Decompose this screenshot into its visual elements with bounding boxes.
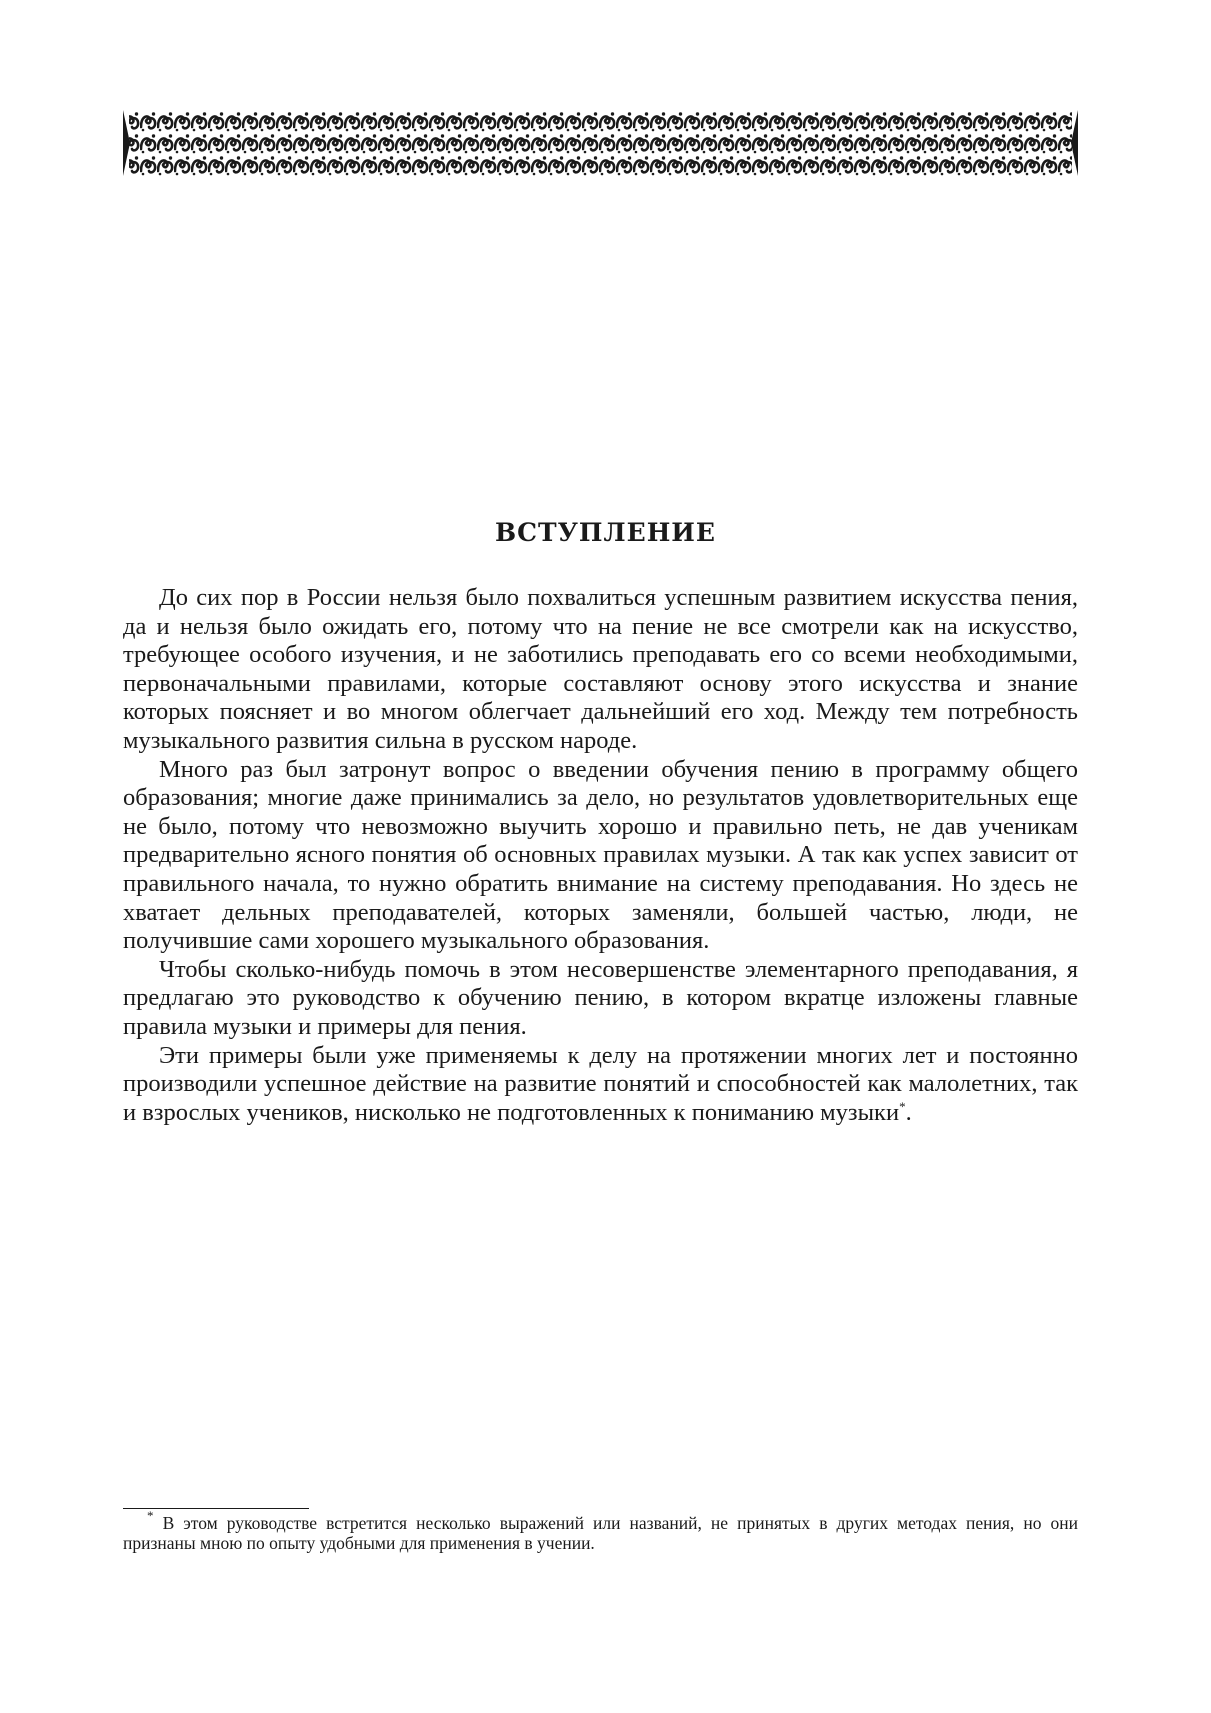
- footnote-marker: *: [147, 1508, 154, 1523]
- footnote-text: В этом руководстве встретится несколько выражений или названий, не принятых в других методах пения, но они признаны мною по опыту удобными для применения в учении.: [123, 1513, 1079, 1553]
- footnote-reference[interactable]: *: [899, 1098, 906, 1114]
- page-title: ВСТУПЛЕНИЕ: [495, 518, 716, 547]
- decorative-ornament-border: [123, 110, 1078, 176]
- paragraph: [123, 1042, 1078, 1128]
- footnote: [123, 1508, 1079, 1553]
- paragraph-text: Чтобы сколько-нибудь помочь в этом несовершенстве элементарного преподавания, я предлагаю это руководство к обучению пению, в котором вкратце изложены главные правила музыки и примеры для пения.: [123, 955, 1078, 1040]
- paragraph-text: Много раз был затронут вопрос о введении обучения пению в программу общего образования; многие даже принимались за дело, но результатов удовлетворительных еще не было, потому что невозможно выучить хорошо и правильно петь, не дав ученикам предварительно ясного понятия об основных правилах музыки. А так как успех зависит от правильного начала, то нужно обратить внимание на систему преподавания. Но здесь не хватает дельных преподавателей, которых заменяли, большей частью, люди, не получившие сами хорошего музыкального образования.: [123, 755, 1078, 955]
- paragraph: [123, 584, 1078, 756]
- footnote-body: [123, 1508, 1079, 1553]
- paragraph-text: Эти примеры были уже применяемы к делу на протяжении многих лет и постоянно производили успешное действие на развитие понятий и способностей как малолетних, так и взрослых учеников, нисколько не подготовленных к пониманию музыки: [123, 1041, 1078, 1126]
- body-text: [123, 584, 1078, 1127]
- paragraph-tail: .: [905, 1098, 912, 1126]
- paragraph-text: До сих пор в России нельзя было похвалиться успешным развитием искусства пения, да и нельзя было ожидать его, потому что на пение не все смотрели как на искусство, требующее особого изучения, и не заботились преподавать его со всеми необходимыми, первоначальными правилами, которые составляют основу этого искусства и знание которых поясняет и во многом облегчает дальнейший его ход. Между тем потребность музыкального развития сильна в русском народе.: [123, 584, 1078, 754]
- paragraph: [123, 756, 1078, 956]
- paragraph: [123, 956, 1078, 1042]
